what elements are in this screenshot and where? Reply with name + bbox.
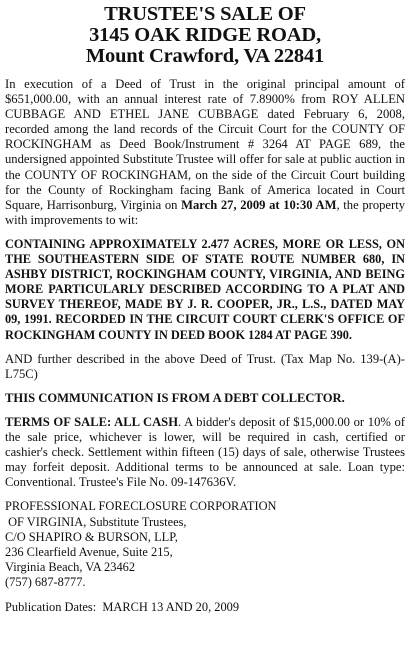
heading-line-1: TRUSTEE'S SALE OF <box>104 3 306 25</box>
intro-paragraph <box>5 77 405 228</box>
heading-line-3: Mount Crawford, VA 22841 <box>85 45 325 67</box>
debt-collector-notice: THIS COMMUNICATION IS FROM A DEBT COLLECTOR. <box>5 390 345 405</box>
trustee-line-1: PROFESSIONAL FORECLOSURE CORPORATION <box>5 499 277 514</box>
trustee-line-4: 236 Clearfield Avenue, Suite 215, <box>5 544 173 559</box>
sale-date: March 27, 2009 at 10:30 AM <box>181 197 337 212</box>
further-description: AND further described in the above Deed of Trust. (Tax Map No. 139-(A)- L75C) <box>5 351 405 381</box>
intro-tail: , the property with improvements to wit: <box>5 197 405 227</box>
terms-paragraph <box>5 415 405 490</box>
trustee-line-5: Virginia Beach, VA 23462 <box>5 560 136 575</box>
trustee-phone: (757) 687-8777. <box>5 575 86 590</box>
trustee-line-2: OF VIRGINIA, Substitute Trustees, <box>5 514 187 529</box>
intro-text: In execution of a Deed of Trust in the original principal amount of $651,000.00, with an annual interest rate of 7.8900% from ROY ALLEN CUBBAGE AND ETHEL JANE CUBBAGE dated February 6, 2008, recorded among the land records of the Circuit Court for the COUNTY OF ROCKINGHAM as Deed Book/Instrument # 3264 AT PAGE 689, the undersigned appointed Substitute Trustee will offer for sale at public auction in the COUNTY OF ROCKINGHAM, on the side of the Circuit Court building for the County of Rockingham facing Bank of America located in Court Square, Harrisonburg, Virginia on <box>5 77 405 212</box>
property-description: CONTAINING APPROXIMATELY 2.477 ACRES, MORE OR LESS, ON THE SOUTHEASTERN SIDE OF STATE ROUTE NUMBER 680, IN ASHBY DISTRICT, ROCKINGHAM COUNTY, VIRGINIA, AND BEING MORE PARTICULARLY DESCRIBED ACCORDING TO A PLAT AND SURVEY THEREOF, MADE BY J. R. COOPER, JR., L.S., DATED MAY 09, 1991. RECORDED IN THE CIRCUIT COURT CLERK'S OFFICE OF ROCKINGHAM COUNTY IN DEED BOOK 1284 AT PAGE 390. <box>5 236 405 342</box>
heading-line-2: 3145 OAK RIDGE ROAD, <box>89 24 321 46</box>
terms-label: TERMS OF SALE: ALL CASH <box>5 414 178 429</box>
terms-text: . A bidder's deposit of $15,000.00 or 10% of the sale price, whichever is lower, will be required in cash, certified or cashier's check. Settlement within fifteen (15) days of sale, otherwise Trustees may forfeit deposit. Additional terms to be announced at sale. Loan type: Conventional. Trustee's File No. 09-147636V. <box>5 414 405 490</box>
publication-dates: Publication Dates: MARCH 13 AND 20, 2009 <box>5 599 240 614</box>
trustee-block <box>5 499 405 590</box>
notice-heading <box>5 4 405 67</box>
trustee-line-3: C/O SHAPIRO & BURSON, LLP, <box>5 529 178 544</box>
